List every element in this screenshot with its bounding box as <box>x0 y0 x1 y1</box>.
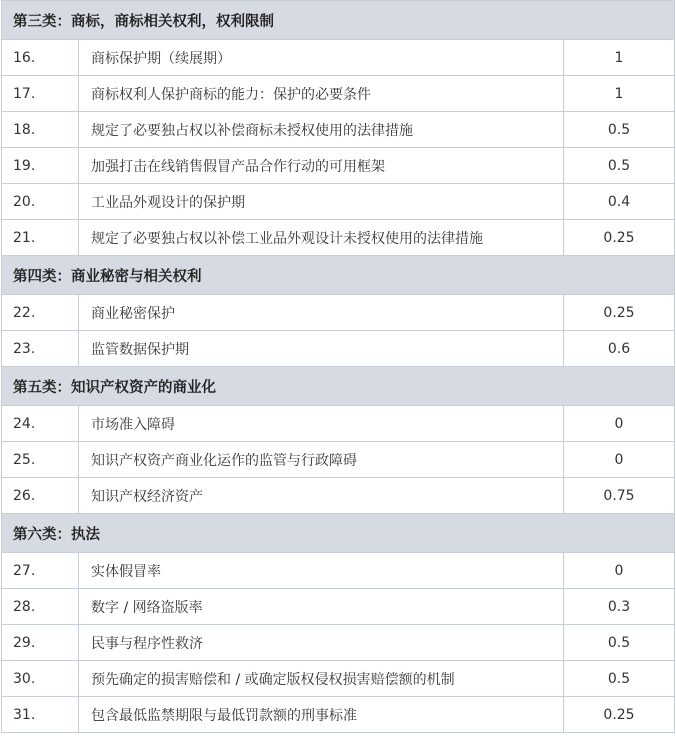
indicator-label: 工业品外观设计的保护期 <box>79 184 564 220</box>
table-row <box>2 331 675 367</box>
indicator-number: 18. <box>2 112 79 148</box>
indicator-label: 知识产权经济资产 <box>79 478 564 514</box>
category-row <box>2 367 675 406</box>
indicator-score: 0 <box>564 406 675 442</box>
table-row <box>2 442 675 478</box>
category-title: 第五类：知识产权资产的商业化 <box>2 367 675 406</box>
indicator-label: 加强打击在线销售假冒产品合作行动的可用框架 <box>79 148 564 184</box>
indicator-number: 30. <box>2 661 79 697</box>
indicator-score: 0.5 <box>564 625 675 661</box>
table-row <box>2 697 675 733</box>
indicator-score: 0 <box>564 553 675 589</box>
category-row <box>2 256 675 295</box>
indicator-number: 27. <box>2 553 79 589</box>
indicator-number: 29. <box>2 625 79 661</box>
indicator-label: 知识产权资产商业化运作的监管与行政障碍 <box>79 442 564 478</box>
indicator-number: 16. <box>2 40 79 76</box>
table-row <box>2 625 675 661</box>
indicator-label: 民事与程序性救济 <box>79 625 564 661</box>
indicator-score: 0.25 <box>564 295 675 331</box>
category-row <box>2 1 675 40</box>
indicator-score: 0.25 <box>564 220 675 256</box>
indicator-label: 市场准入障碍 <box>79 406 564 442</box>
indicator-label: 商标权利人保护商标的能力：保护的必要条件 <box>79 76 564 112</box>
table-row <box>2 184 675 220</box>
category-row <box>2 514 675 553</box>
indicator-score: 1 <box>564 40 675 76</box>
table-row <box>2 76 675 112</box>
indicator-label: 包含最低监禁期限与最低罚款额的刑事标准 <box>79 697 564 733</box>
indicator-score: 0.5 <box>564 661 675 697</box>
table-row <box>2 661 675 697</box>
indicator-score: 0.5 <box>564 148 675 184</box>
table-row <box>2 112 675 148</box>
table-row <box>2 220 675 256</box>
table-row <box>2 148 675 184</box>
indicator-number: 26. <box>2 478 79 514</box>
indicator-score: 0.25 <box>564 697 675 733</box>
indicator-label: 实体假冒率 <box>79 553 564 589</box>
indicator-label: 监管数据保护期 <box>79 331 564 367</box>
indicator-number: 31. <box>2 697 79 733</box>
indicator-number: 20. <box>2 184 79 220</box>
indicator-number: 21. <box>2 220 79 256</box>
indicator-label: 规定了必要独占权以补偿工业品外观设计未授权使用的法律措施 <box>79 220 564 256</box>
indicator-label: 商标保护期（续展期） <box>79 40 564 76</box>
indicator-score: 0.6 <box>564 331 675 367</box>
table-row <box>2 40 675 76</box>
ip-index-table <box>1 0 675 733</box>
indicator-number: 22. <box>2 295 79 331</box>
indicator-number: 17. <box>2 76 79 112</box>
indicator-number: 24. <box>2 406 79 442</box>
table-row <box>2 589 675 625</box>
indicator-score: 0.5 <box>564 112 675 148</box>
indicator-score: 0.3 <box>564 589 675 625</box>
indicator-number: 23. <box>2 331 79 367</box>
indicator-number: 28. <box>2 589 79 625</box>
indicator-score: 0.75 <box>564 478 675 514</box>
indicator-number: 25. <box>2 442 79 478</box>
table-body <box>2 1 675 733</box>
indicator-label: 数字 / 网络盗版率 <box>79 589 564 625</box>
table-row <box>2 478 675 514</box>
category-title: 第四类：商业秘密与相关权利 <box>2 256 675 295</box>
indicator-label: 规定了必要独占权以补偿商标未授权使用的法律措施 <box>79 112 564 148</box>
indicator-number: 19. <box>2 148 79 184</box>
indicator-score: 0.4 <box>564 184 675 220</box>
indicator-score: 1 <box>564 76 675 112</box>
table-row <box>2 553 675 589</box>
indicator-score: 0 <box>564 442 675 478</box>
table-row <box>2 406 675 442</box>
indicator-label: 预先确定的损害赔偿和 / 或确定版权侵权损害赔偿额的机制 <box>79 661 564 697</box>
table-row <box>2 295 675 331</box>
category-title: 第六类：执法 <box>2 514 675 553</box>
indicator-label: 商业秘密保护 <box>79 295 564 331</box>
category-title: 第三类：商标，商标相关权利，权利限制 <box>2 1 675 40</box>
